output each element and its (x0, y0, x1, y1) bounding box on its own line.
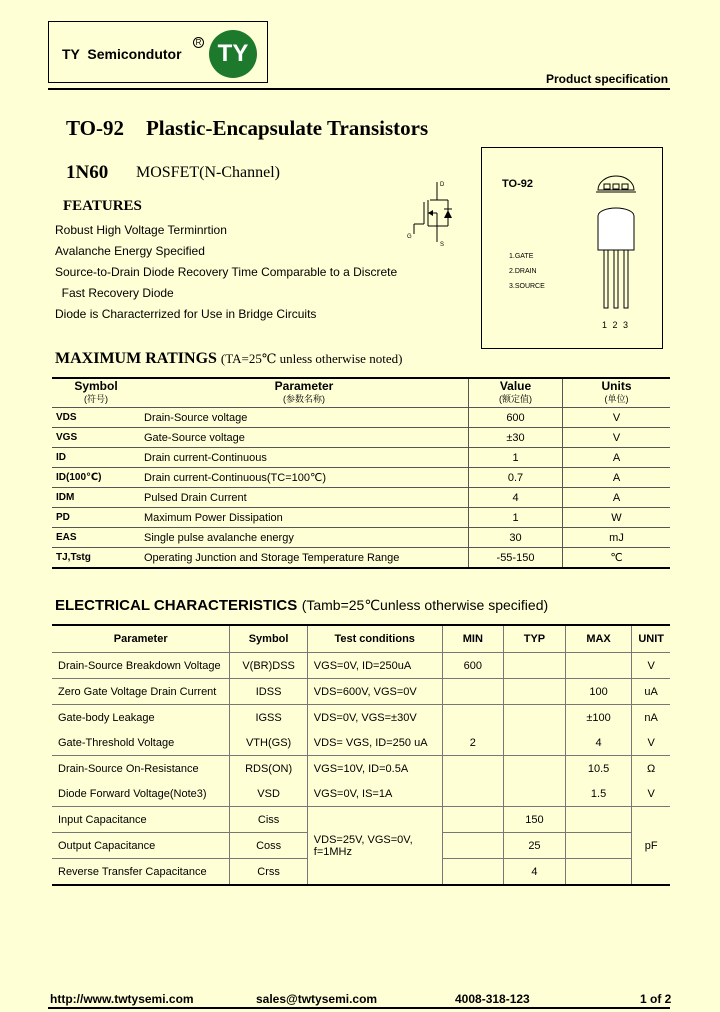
table-cell: A (563, 448, 671, 468)
table-cell: VGS=10V, ID=0.5A (307, 756, 442, 782)
table-cell: IDSS (230, 679, 307, 705)
table-cell: Output Capacitance (52, 833, 230, 859)
table-cell: Parameter (52, 625, 230, 653)
max-ratings-note: (TA=25℃ unless otherwise noted) (220, 351, 403, 366)
table-cell: 4 (565, 730, 632, 756)
spec-label: Product specification (546, 72, 669, 86)
table-cell: VDS=0V, VGS=±30V (307, 705, 442, 731)
table-cell: Coss (230, 833, 307, 859)
symbol-label-s: S (440, 242, 445, 248)
to92-package-icon (590, 172, 642, 318)
pin-label: 2.DRAIN (509, 268, 537, 275)
electrical-heading (55, 597, 548, 615)
max-ratings-table (52, 377, 670, 569)
table-cell: Reverse Transfer Capacitance (52, 859, 230, 886)
header-rule (48, 88, 670, 90)
table-cell: TJ,Tstg (52, 548, 140, 569)
table-cell (565, 653, 632, 679)
max-ratings-title: MAXIMUM RATINGS (55, 350, 217, 367)
table-cell: Ciss (230, 807, 307, 833)
table-row (52, 428, 670, 448)
table-cell: Maximum Power Dissipation (140, 508, 469, 528)
page-title (66, 116, 428, 141)
table-cell: Single pulse avalanche energy (140, 528, 469, 548)
table-row (52, 548, 670, 569)
table-cell: 30 (469, 528, 563, 548)
table-cell: 1.5 (565, 781, 632, 807)
table-cell: VDS (52, 408, 140, 428)
table-cell: 150 (504, 807, 566, 833)
table-cell: VGS=0V, ID=250uA (307, 653, 442, 679)
feature-item: Source-to-Drain Diode Recovery Time Comparable to a Discrete (55, 265, 398, 279)
table-cell: V(BR)DSS (230, 653, 307, 679)
feature-item: Fast Recovery Diode (55, 286, 174, 300)
electrical-title: ELECTRICAL CHARACTERISTICS (55, 597, 298, 614)
table-cell: IGSS (230, 705, 307, 731)
table-cell: Symbol (230, 625, 307, 653)
table-cell: A (563, 488, 671, 508)
table-cell (504, 705, 566, 731)
table-cell (504, 781, 566, 807)
table-cell: mJ (563, 528, 671, 548)
table-header-row (52, 378, 670, 408)
electrical-note: (Tamb=25℃unless otherwise specified) (301, 597, 549, 613)
table-cell: VDS=600V, VGS=0V (307, 679, 442, 705)
table-cell (504, 730, 566, 756)
table-cell: ±30 (469, 428, 563, 448)
table-cell: V (563, 408, 671, 428)
table-cell: 0.7 (469, 468, 563, 488)
footer-email-link[interactable]: sales@twtysemi.com (256, 992, 378, 1006)
table-row (52, 448, 670, 468)
table-cell: Diode Forward Voltage(Note3) (52, 781, 230, 807)
table-cell: V (632, 781, 670, 807)
package-name: TO-92 (66, 116, 124, 140)
table-cell (442, 705, 504, 731)
table-cell: V (632, 653, 670, 679)
pin-numbers: 1 2 3 (602, 320, 629, 330)
table-cell (442, 756, 504, 782)
table-row (52, 508, 670, 528)
page-number: 1 of 2 (640, 992, 672, 1006)
table-cell: IDM (52, 488, 140, 508)
table-cell: VGS=0V, IS=1A (307, 781, 442, 807)
table-cell: VGS (52, 428, 140, 448)
pin-label: 1.GATE (509, 253, 534, 260)
table-cell: Gate-Threshold Voltage (52, 730, 230, 756)
table-cell: 600 (442, 653, 504, 679)
table-cell (504, 679, 566, 705)
table-cell: PD (52, 508, 140, 528)
table-row (52, 679, 670, 705)
table-row (52, 653, 670, 679)
table-header-row (52, 625, 670, 653)
part-type: MOSFET(N-Channel) (136, 164, 280, 181)
footer-website-link[interactable]: http://www.twtysemi.com (50, 992, 194, 1006)
table-row (52, 488, 670, 508)
brand-name: TY Semicondutor (62, 46, 182, 62)
table-cell: Pulsed Drain Current (140, 488, 469, 508)
table-cell: V (563, 428, 671, 448)
feature-item: Avalanche Energy Specified (55, 244, 205, 258)
table-row (52, 781, 670, 807)
table-cell: Drain-Source On-Resistance (52, 756, 230, 782)
table-cell: nA (632, 705, 670, 731)
table-cell: 1 (469, 508, 563, 528)
table-cell: ±100 (565, 705, 632, 731)
table-cell: V (632, 730, 670, 756)
electrical-table (52, 624, 670, 886)
table-cell: 2 (442, 730, 504, 756)
table-cell: 10.5 (565, 756, 632, 782)
table-row (52, 468, 670, 488)
table-cell: ℃ (563, 548, 671, 569)
table-cell: Zero Gate Voltage Drain Current (52, 679, 230, 705)
table-cell: Ω (632, 756, 670, 782)
table-cell: A (563, 468, 671, 488)
max-ratings-heading (55, 350, 402, 368)
pin-label: 3.SOURCE (509, 283, 545, 290)
table-cell: RDS(ON) (230, 756, 307, 782)
table-cell: Drain-Source voltage (140, 408, 469, 428)
col-parameter: Parameter (参数名称) (140, 378, 469, 408)
part-number: 1N60 (66, 162, 109, 183)
table-cell (442, 781, 504, 807)
table-cell: EAS (52, 528, 140, 548)
table-cell: MAX (565, 625, 632, 653)
table-cell: -55-150 (469, 548, 563, 569)
table-cell: VDS= VGS, ID=250 uA (307, 730, 442, 756)
table-cell: 4 (469, 488, 563, 508)
table-cell: 4 (504, 859, 566, 886)
footer-rule (48, 1007, 670, 1009)
table-cell: UNIT (632, 625, 670, 653)
table-row (52, 807, 670, 833)
table-cell: Drain current-Continuous (140, 448, 469, 468)
table-cell: Crss (230, 859, 307, 886)
col-symbol: Symbol (符号) (52, 378, 140, 408)
table-cell: 1 (469, 448, 563, 468)
table-row (52, 705, 670, 731)
ty-logo: TY (209, 30, 257, 78)
registered-mark: R (193, 37, 204, 48)
col-value: Value (额定值) (469, 378, 563, 408)
table-cell: uA (632, 679, 670, 705)
package-box-title: TO-92 (502, 178, 533, 190)
table-cell: W (563, 508, 671, 528)
features-heading: FEATURES (63, 198, 142, 214)
table-cell: ID (52, 448, 140, 468)
table-row (52, 756, 670, 782)
table-cell: ID(100℃) (52, 468, 140, 488)
table-cell: Gate-body Leakage (52, 705, 230, 731)
table-cell (504, 653, 566, 679)
table-cell: Gate-Source voltage (140, 428, 469, 448)
symbol-label-g: G (407, 234, 412, 240)
feature-item: Robust High Voltage Terminrtion (55, 223, 227, 237)
table-cell: Drain-Source Breakdown Voltage (52, 653, 230, 679)
footer-phone: 4008-318-123 (455, 992, 530, 1006)
table-cell: MIN (442, 625, 504, 653)
table-row (52, 528, 670, 548)
table-cell: 100 (565, 679, 632, 705)
title-description: Plastic-Encapsulate Transistors (145, 116, 429, 140)
table-cell: Test conditions (307, 625, 442, 653)
table-cell: Input Capacitance (52, 807, 230, 833)
feature-item: Diode is Characterrized for Use in Bridge Circuits (55, 307, 317, 321)
table-cell: 600 (469, 408, 563, 428)
table-cell (504, 756, 566, 782)
table-row (52, 408, 670, 428)
table-cell: TYP (504, 625, 566, 653)
table-cell: Drain current-Continuous(TC=100℃) (140, 468, 469, 488)
cap-condition: VDS=25V, VGS=0V, f=1MHz (307, 807, 442, 886)
table-row (52, 730, 670, 756)
cap-unit: pF (632, 807, 670, 886)
table-cell: 25 (504, 833, 566, 859)
table-cell (442, 679, 504, 705)
table-cell: Operating Junction and Storage Temperature Range (140, 548, 469, 569)
symbol-label-d: D (440, 182, 445, 188)
col-units: Units (单位) (563, 378, 671, 408)
table-cell: VTH(GS) (230, 730, 307, 756)
mosfet-symbol-icon (404, 178, 460, 250)
table-cell: VSD (230, 781, 307, 807)
